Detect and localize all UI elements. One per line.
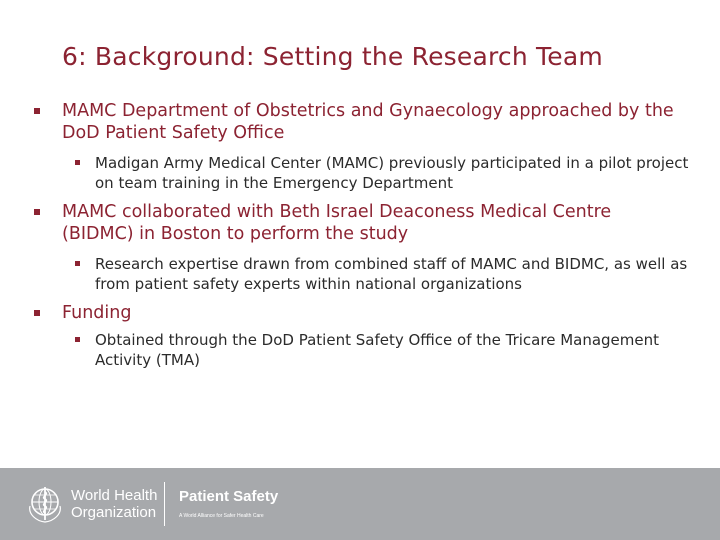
bullet-item (62, 100, 682, 144)
program-tagline: A World Alliance for Safer Health Care (179, 513, 264, 519)
sub-bullet-marker (75, 337, 80, 342)
bullet-text: MAMC collaborated with Beth Israel Deaconess Medical Centre (BIDMC) in Boston to perform the study (62, 202, 612, 244)
bullet-text: Funding (62, 303, 132, 323)
bullet-item (62, 201, 682, 245)
sub-bullet-item (95, 254, 695, 294)
org-name-line2: Organization (71, 504, 157, 521)
bullet-item (62, 302, 682, 324)
sub-bullet-item (95, 153, 695, 193)
bullet-text: MAMC Department of Obstetrics and Gynaecology approached by the DoD Patient Safety Office (62, 101, 674, 143)
sub-bullet-item (95, 330, 695, 370)
sub-bullet-text: Research expertise drawn from combined staff of MAMC and BIDMC, as well as from patient safety experts within national organizations (95, 255, 688, 293)
org-name-line1: World Health (71, 487, 158, 504)
sub-bullet-text: Madigan Army Medical Center (MAMC) previously participated in a pilot project on team training in the Emergency Department (95, 154, 689, 192)
sub-bullet-text: Obtained through the DoD Patient Safety Office of the Tricare Management Activity (TMA) (95, 331, 660, 369)
bullet-marker (34, 310, 40, 316)
who-emblem-icon (26, 484, 64, 524)
sub-bullet-marker (75, 160, 80, 165)
program-title: Patient Safety (179, 488, 279, 505)
who-wordmark (71, 487, 157, 521)
footer-divider (164, 482, 165, 526)
bullet-marker (34, 108, 40, 114)
slide-title: 6: Background: Setting the Research Team (62, 42, 603, 71)
bullet-marker (34, 209, 40, 215)
footer-bar (0, 468, 720, 540)
sub-bullet-marker (75, 261, 80, 266)
